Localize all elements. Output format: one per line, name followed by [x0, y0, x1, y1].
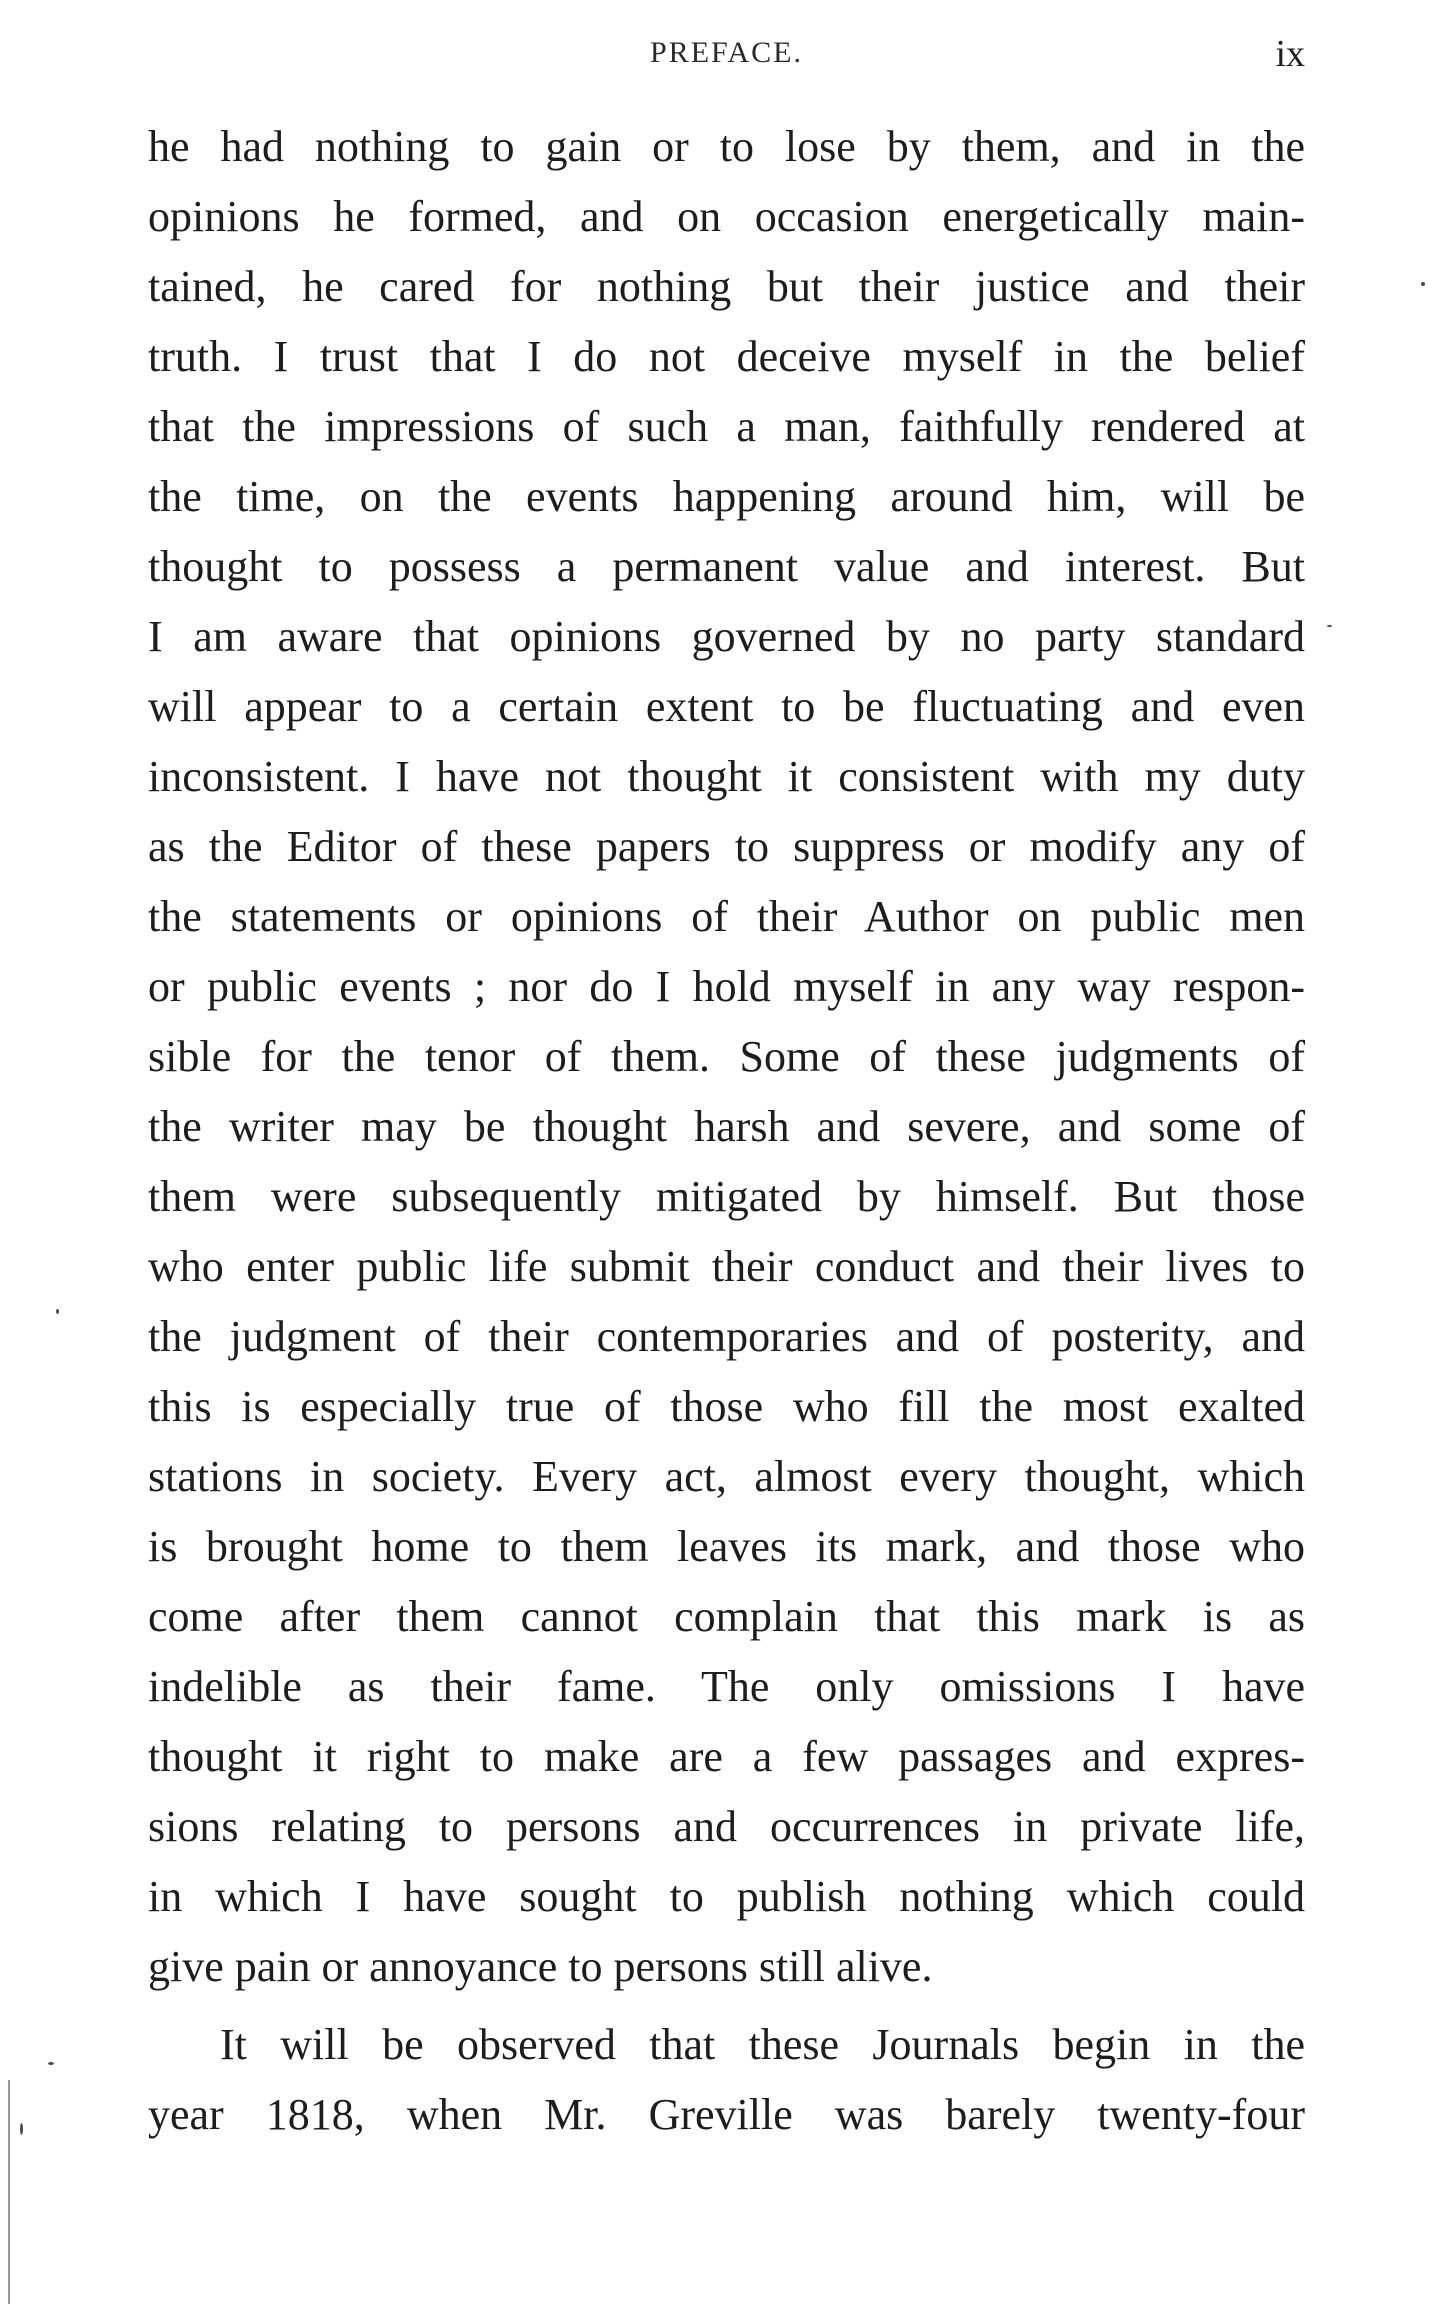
scan-speck	[48, 2062, 54, 2065]
running-head	[148, 33, 1305, 76]
text-line: or public events ; nor do I hold myself in any way respon-	[148, 962, 1305, 1011]
running-title: PREFACE.	[650, 36, 803, 69]
text-line: will appear to a certain extent to be fluctuating and even	[148, 682, 1305, 731]
text-line: is brought home to them leaves its mark, and those who	[148, 1522, 1305, 1571]
text-line: inconsistent. I have not thought it consistent with my duty	[148, 752, 1305, 801]
scan-speck	[1327, 625, 1332, 627]
text-line: the time, on the events happening around him, will be	[148, 472, 1305, 521]
text-line: the judgment of their contemporaries and of posterity, and	[148, 1312, 1305, 1361]
text-line: truth. I trust that I do not deceive myself in the belief	[148, 332, 1305, 381]
body-text	[148, 112, 1305, 2150]
text-line: as the Editor of these papers to suppress or modify any of	[148, 822, 1305, 871]
text-line: them were subsequently mitigated by himself. But those	[148, 1172, 1305, 1221]
text-line: thought it right to make are a few passages and expres-	[148, 1732, 1305, 1781]
text-line: indelible as their fame. The only omissions I have	[148, 1662, 1305, 1711]
text-line: the statements or opinions of their Author on public men	[148, 892, 1305, 941]
text-line: sions relating to persons and occurrences in private life,	[148, 1802, 1305, 1851]
text-line: come after them cannot complain that this mark is as	[148, 1592, 1305, 1641]
text-line: that the impressions of such a man, faithfully rendered at	[148, 402, 1305, 451]
scan-speck	[56, 1309, 59, 1314]
paragraph-2	[148, 2010, 1305, 2150]
text-line: who enter public life submit their conduct and their lives to	[148, 1242, 1305, 1291]
paragraph-gap	[148, 2002, 1305, 2010]
text-line: this is especially true of those who fill the most exalted	[148, 1382, 1305, 1431]
scan-speck	[20, 2123, 23, 2135]
scan-speck	[1421, 282, 1425, 286]
page-edge-line	[8, 2080, 10, 2304]
text-line: he had nothing to gain or to lose by them, and in the	[148, 122, 1305, 171]
text-line: It will be observed that these Journals begin in the	[220, 2020, 1305, 2069]
text-line: sible for the tenor of them. Some of these judgments of	[148, 1032, 1305, 1081]
text-line: give pain or annoyance to persons still alive.	[148, 1942, 933, 1991]
text-line: tained, he cared for nothing but their justice and their	[148, 262, 1305, 311]
text-line: I am aware that opinions governed by no party standard	[148, 612, 1305, 661]
page-number: ix	[1275, 33, 1305, 75]
text-line: stations in society. Every act, almost every thought, which	[148, 1452, 1305, 1501]
text-line: year 1818, when Mr. Greville was barely twenty-four	[148, 2090, 1305, 2139]
text-line: opinions he formed, and on occasion energetically main-	[148, 192, 1305, 241]
paragraph-1	[148, 112, 1305, 2002]
text-line: in which I have sought to publish nothing which could	[148, 1872, 1305, 1921]
text-line: thought to possess a permanent value and interest. But	[148, 542, 1305, 591]
text-line: the writer may be thought harsh and severe, and some of	[148, 1102, 1305, 1151]
